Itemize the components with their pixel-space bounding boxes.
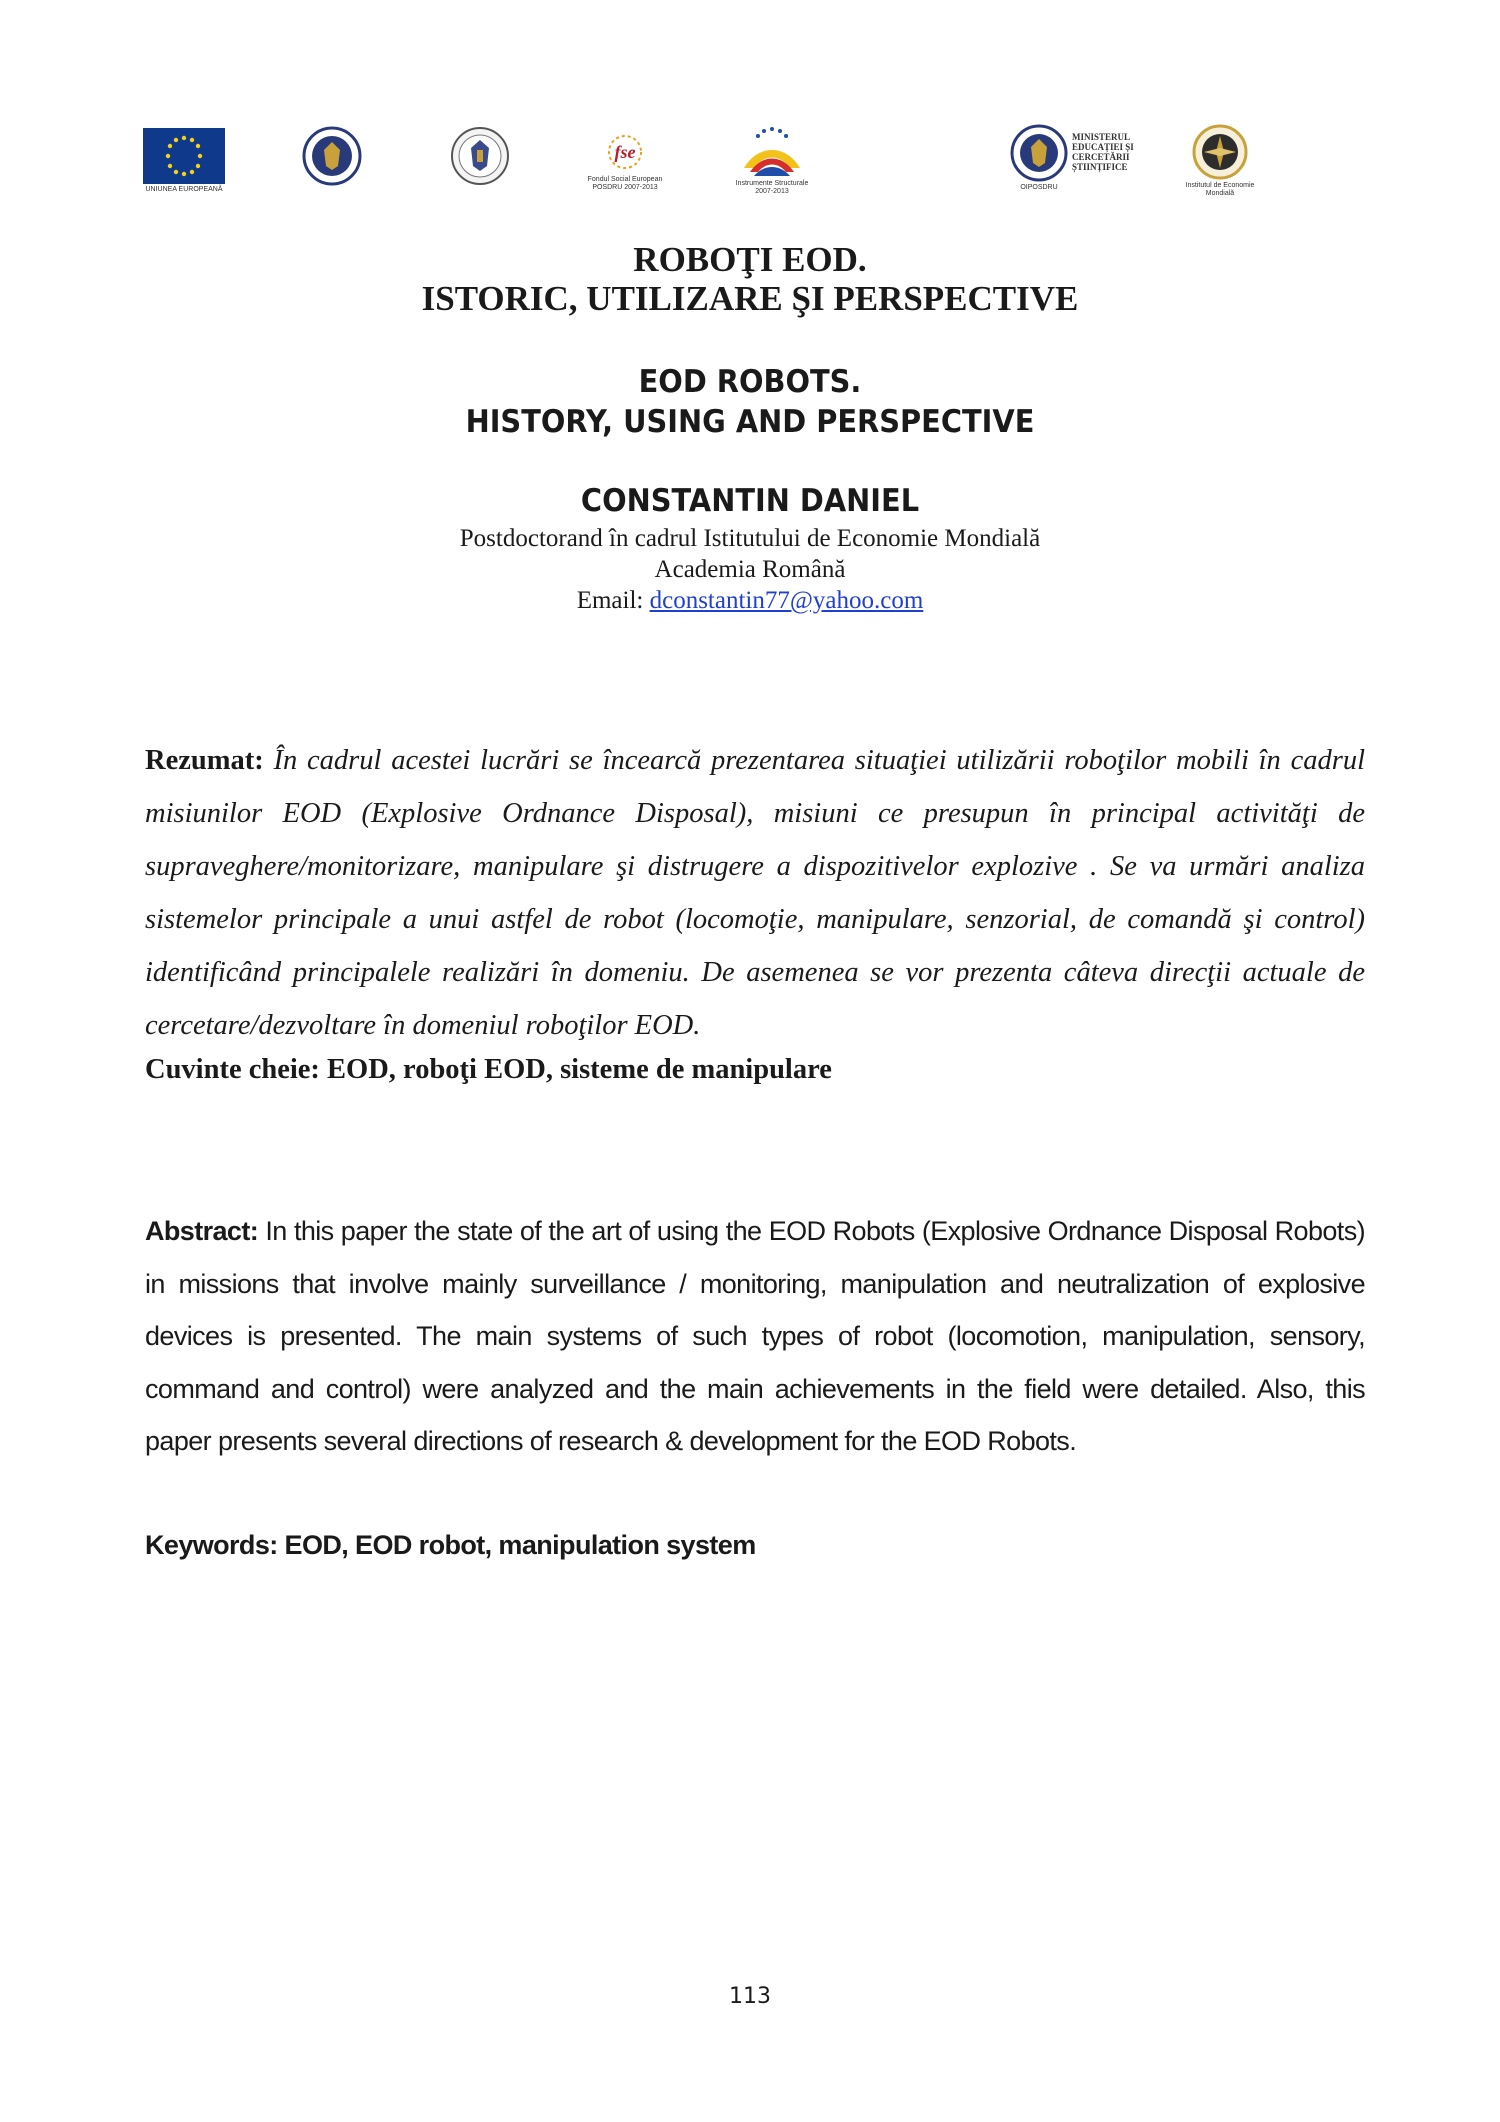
eu-caption: UNIUNEA EUROPEANĂ [145, 186, 223, 193]
title-english [53, 362, 1448, 442]
email-link[interactable]: dconstantin77@yahoo.com [649, 587, 924, 614]
fse-logo [580, 130, 670, 192]
keywords-romanian: Cuvinte cheie: EOD, roboţi EOD, sisteme de manipulare [145, 1054, 832, 1085]
iem-caption: Institutul de Economie Mondială [1185, 182, 1255, 197]
eu-flag-icon [143, 128, 225, 184]
logo-bar [0, 120, 1500, 210]
author-affiliation-block [0, 523, 1500, 616]
coat-of-arms-icon [450, 126, 510, 186]
author-email-line [0, 585, 1500, 616]
oiposdru-seal-icon [1010, 124, 1068, 182]
oiposdru-logo [1010, 124, 1068, 192]
title-en-line1: EOD ROBOTS. [638, 364, 862, 400]
structural-instruments-icon [734, 124, 810, 178]
ministry-seal-logo [450, 126, 510, 186]
ministry-text: MINISTERUL EDUCAȚIEI ȘI CERCETĂRII ȘTIINȚIFICE [1072, 132, 1134, 172]
rezumat-label: Rezumat: [145, 745, 264, 776]
author-institution: Academia Română [654, 556, 846, 583]
iem-logo [1178, 124, 1262, 198]
fse-caption: Fondul Social European POSDRU 2007-2013 [587, 176, 663, 191]
gov-seal-icon [302, 126, 362, 186]
rezumat-paragraph [145, 734, 1365, 1052]
email-label: Email: [576, 587, 650, 614]
author-name: CONSTANTIN DANIEL [580, 483, 920, 519]
rezumat-text: În cadrul acestei lucrări se încearcă prezentarea situaţiei utilizării roboţilor mobili în cadrul misiunilor EOD (Explosive Ordnance Disposal), misiuni ce presupun în principal activităţi de supraveghere/monitorizare, manipulare şi distrugere a dispozitivelor explozive . Se va urmări analiza sistemelor principale a unui astfel de robot (locomoţie, manipulare, senzorial, de comandă şi control) identificând principalele realizări în domeniu. De asemenea se vor prezenta câteva direcţii actuale de cercetare/dezvoltare în domeniul roboţilor EOD. [145, 745, 1365, 1041]
title-romanian [0, 240, 1500, 318]
oiposdru-caption: OIPOSDRU [1020, 184, 1058, 191]
gov-ro-logo [302, 126, 362, 186]
iem-compass-icon [1192, 124, 1248, 180]
author-affiliation: Postdoctorand în cadrul Istitutului de Economie Mondială [459, 525, 1041, 552]
page-number: 113 [729, 1984, 771, 2009]
fse-icon [595, 130, 655, 174]
abstract-label: Abstract: [145, 1216, 259, 1246]
keywords-english: Keywords: EOD, EOD robot, manipulation system [145, 1530, 756, 1560]
abstract-text: In this paper the state of the art of using the EOD Robots (Explosive Ordnance Disposal Robots) in missions that involve mainly surveillance / monitoring, manipulation and neutralization of explosive devices is presented. The main systems of such types of robot (locomotion, manipulation, sensory, command and control) were analyzed and the main achievements in the field were detailed. Also, this paper presents several directions of research & development for the EOD Robots. [145, 1216, 1365, 1456]
is-caption: Instrumente Structurale 2007-2013 [735, 180, 809, 195]
is-logo [732, 124, 812, 196]
title-en-line2: HISTORY, USING AND PERSPECTIVE [465, 404, 1035, 440]
fse-text: fse [614, 142, 636, 162]
title-ro-line1: ROBOŢI EOD. [633, 240, 867, 279]
eu-logo [143, 128, 225, 194]
title-ro-line2: ISTORIC, UTILIZARE ŞI PERSPECTIVE [421, 279, 1079, 318]
abstract-paragraph [145, 1205, 1365, 1468]
